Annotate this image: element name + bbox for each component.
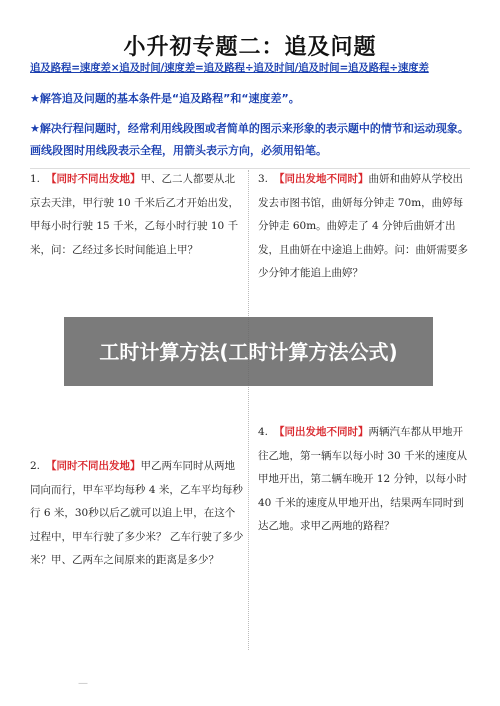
column-divider [248, 170, 249, 650]
star-icon: ★ [30, 122, 40, 135]
problem-4-tag: 【同出发地不同时】 [274, 426, 369, 438]
formula-line: 追及路程=速度差×追及时间/速度差=追及路程÷追及时间/追及时间=追及路程÷速度差 [30, 62, 429, 74]
problem-2-number: 2. [30, 460, 41, 472]
note-1-text: 解答追及问题的基本条件是“追及路程”和“速度差”。 [39, 92, 300, 105]
footer-mark: — [78, 678, 88, 689]
problem-3 [258, 168, 473, 286]
note-2-text: 解决行程问题时，经常利用线段图或者简单的图示来形象的表示题中的情节和运动现象。画线段图时用线段表示全程，用箭头表示方向，必须用铅笔。 [30, 122, 469, 157]
problem-1-tag: 【同时不同出发地】 [46, 173, 141, 185]
overlay-title: 工时计算方法(工时计算方法公式) [99, 339, 398, 364]
problem-2-text: 甲乙两车同时从两地同向而行，甲车平均每秒 4 米，乙车平均每秒行 6 米，30秒以后乙就可以追上甲，在这个过程中，甲车行驶了多少米？ 乙车行驶了多少米？甲、乙两车之间原来的距离是多少？ [30, 460, 244, 566]
note-1 [30, 88, 470, 110]
problem-4-text: 两辆汽车都从甲地开往乙地，第一辆车以每小时 30 千米的速度从甲地开出，第二辆车晚开 12 分钟，以每小时 40 千米的速度从甲地开出，结果两车同时到达乙地。求甲乙两地的路程？ [258, 426, 468, 532]
problem-1-text: 甲、乙二人都要从北京去天津，甲行驶 10 千米后乙才开始出发，甲每小时行驶 15 千米，乙每小时行驶 10 千米，问：乙经过多长时间能追上甲？ [30, 173, 240, 256]
star-icon: ★ [30, 92, 40, 105]
problem-1-number: 1. [30, 173, 41, 185]
title-overlay-banner [64, 317, 433, 386]
problem-2-tag: 【同时不同出发地】 [46, 460, 141, 472]
note-2 [30, 118, 470, 162]
problem-4 [258, 421, 473, 539]
problem-1 [30, 168, 242, 262]
problem-3-tag: 【同出发地不同时】 [274, 173, 369, 185]
problem-2 [30, 455, 245, 573]
problem-3-text: 曲妍和曲婷从学校出发去市图书馆，曲妍每分钟走 70m，曲婷每分钟走 60m。曲婷走了 4 分钟后曲妍才出发，且曲妍在中途追上曲婷。问：曲妍需要多少分钟才能追上曲婷？ [258, 173, 468, 279]
page-title: 小升初专题二：追及问题 [123, 35, 377, 60]
problem-3-number: 3. [258, 173, 269, 185]
problem-4-number: 4. [258, 426, 269, 438]
